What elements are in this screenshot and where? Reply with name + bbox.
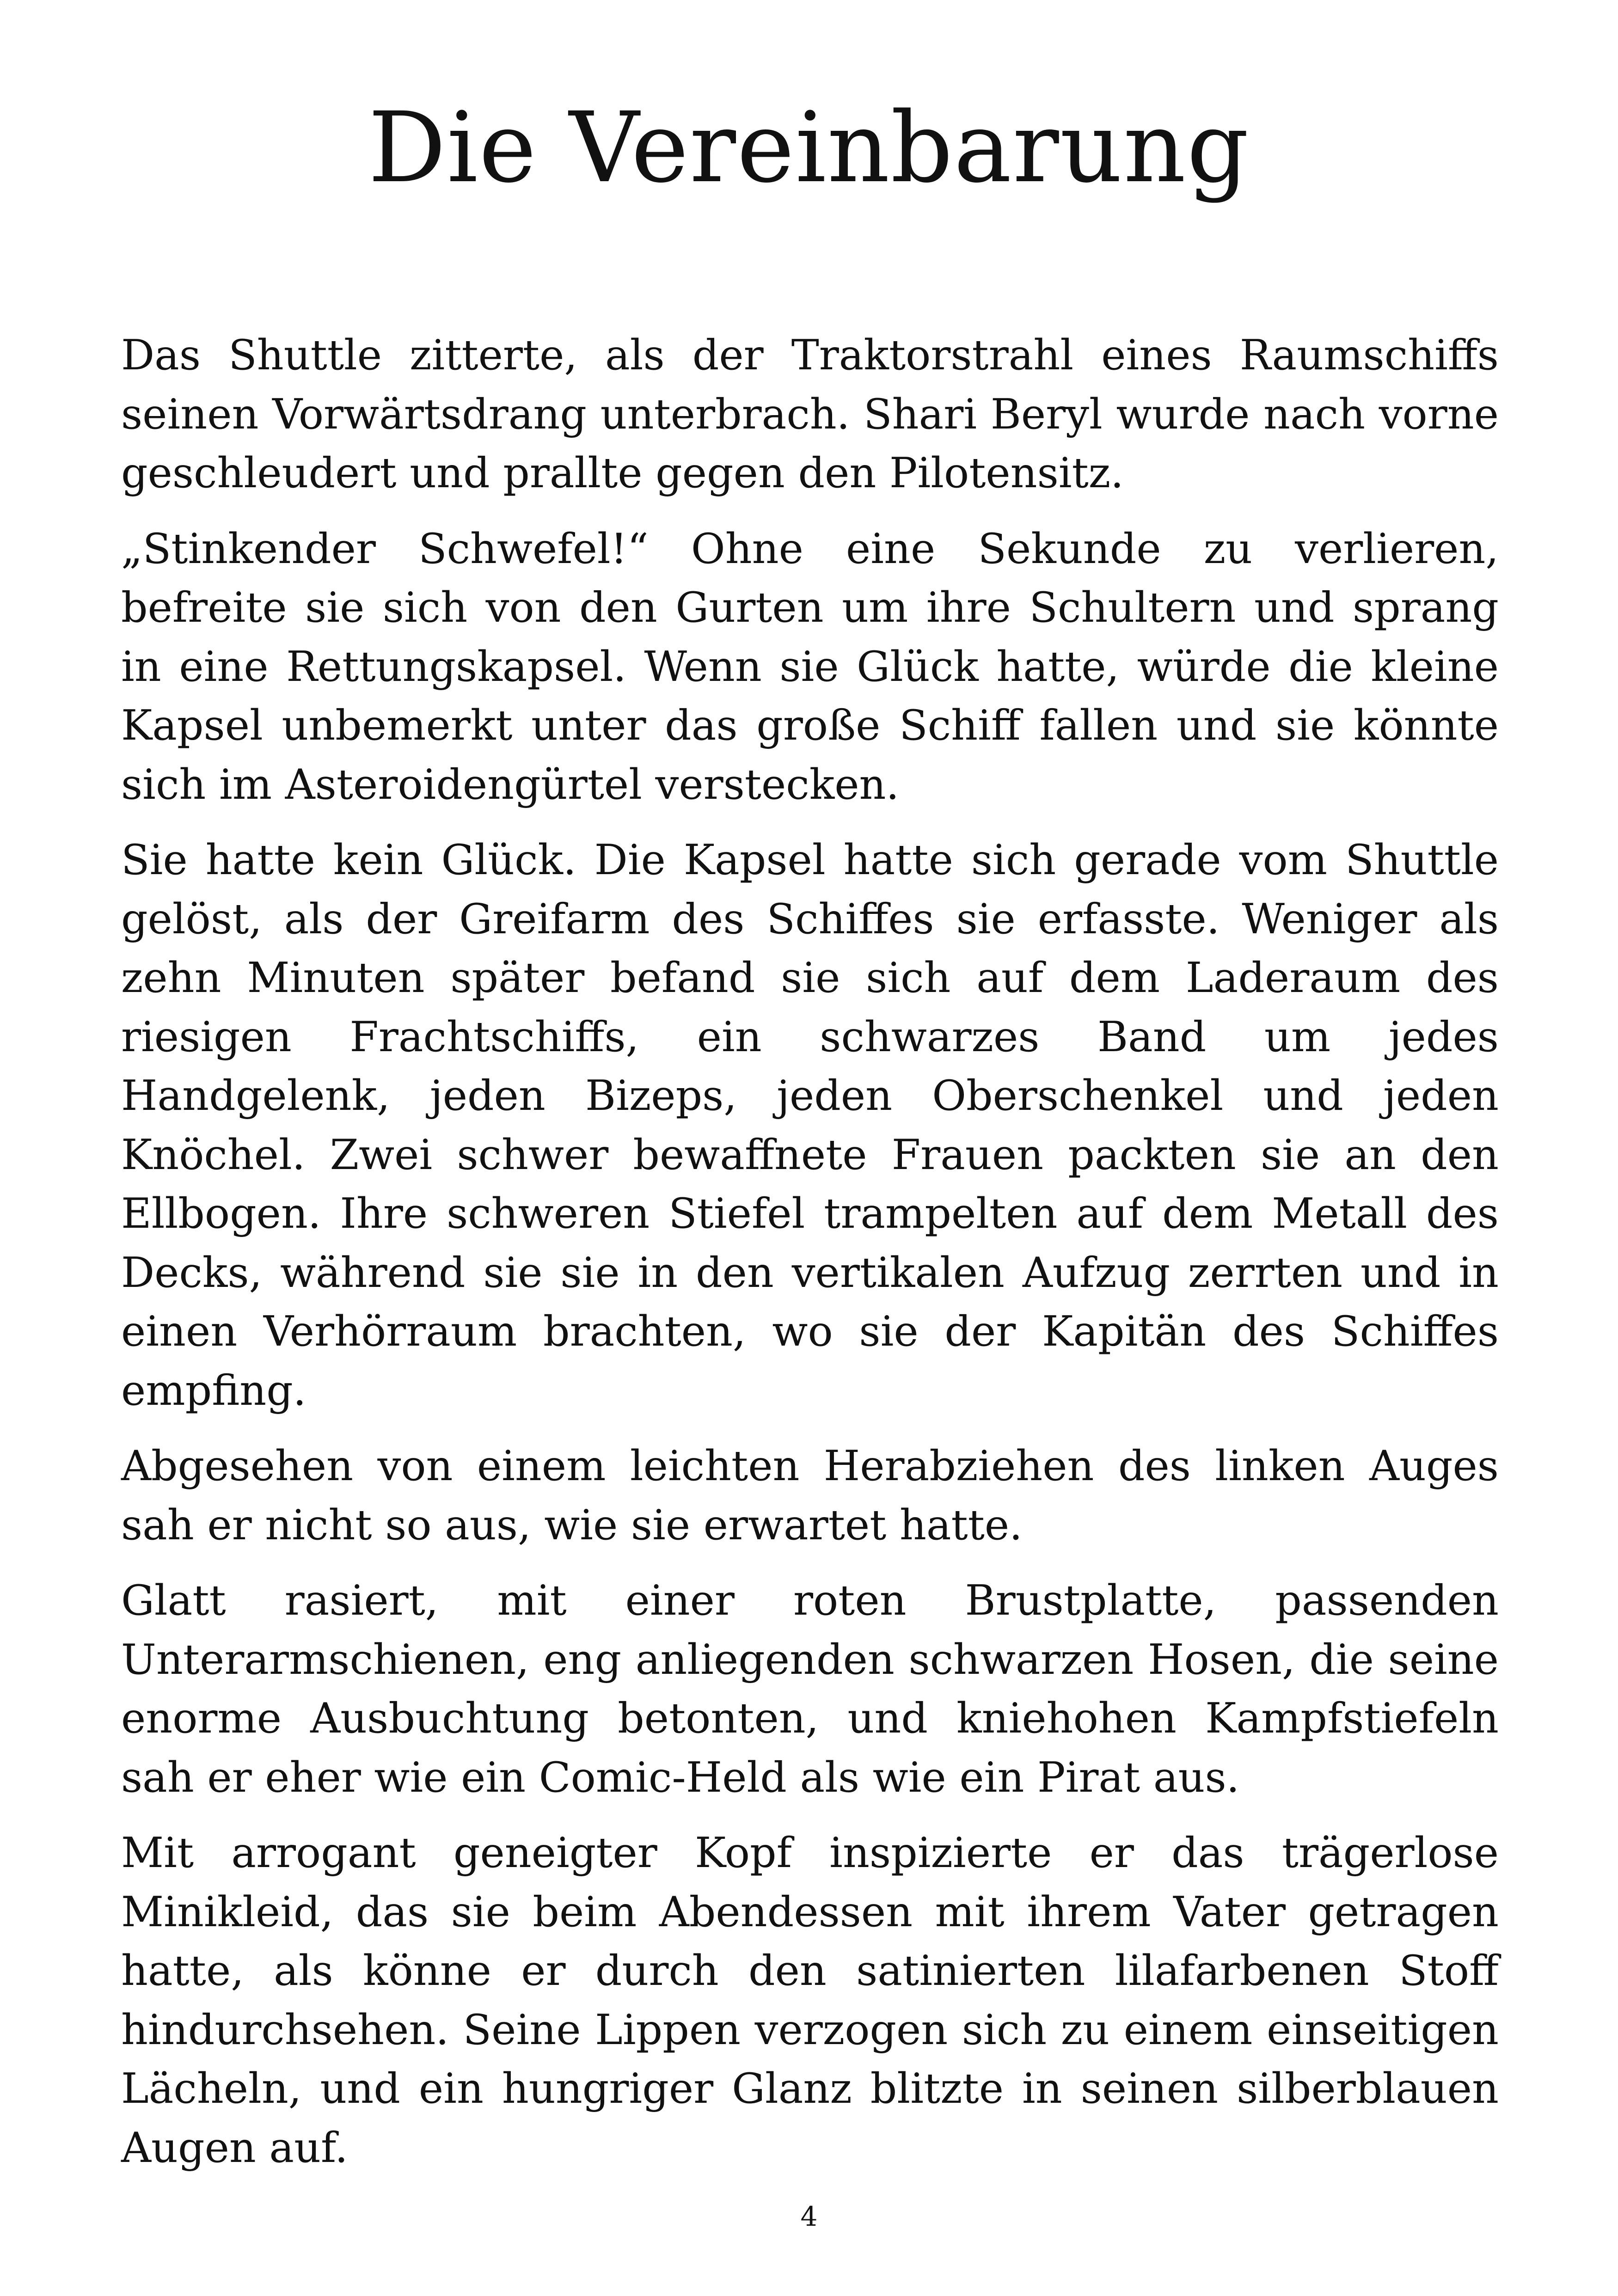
paragraph-2: „Stinkender Schwefel!“ Ohne eine Sekunde zu verlieren, befreite sie sich von den Gurten um ihre Schultern und sprang in eine Rettungskapsel. Wenn sie Glück hatte, würde die kleine Kapsel unbemerkt unter das große Schiff fallen und sie könnte sich im Asteroidengürtel verstecken. [121,524,1499,809]
paragraph-3: Sie hatte kein Glück. Die Kapsel hatte sich gerade vom Shuttle gelöst, als der Greifarm des Schiffes sie erfasste. Weniger als zehn Minuten später befand sie sich auf dem Laderaum des riesigen Frachtschiffs, ein schwarzes Band um jedes Handgelenk, jeden Bizeps, jeden Oberschenkel und jeden Knöchel. Zwei schwer bewaffnete Frauen packten sie an den Ellbogen. Ihre schweren Stiefel trampelten auf dem Metall des Decks, während sie sie in den vertikalen Aufzug zerrten und in einen Verhörraum brachten, wo sie der Kapitän des Schiffes empfing. [121,836,1499,1415]
chapter-body [121,326,1499,2194]
paragraph-5: Glatt rasiert, mit einer roten Brustplatte, passenden Unterarmschienen, eng anliegenden schwarzen Hosen, die seine enorme Ausbuchtung betonten, und kniehohen Kampfstiefeln sah er eher wie ein Comic-Held als wie ein Pirat aus. [121,1576,1499,1802]
paragraph-1: Das Shuttle zitterte, als der Traktorstrahl eines Raumschiffs seinen Vorwärtsdrang unterbrach. Shari Beryl wurde nach vorne geschleudert und prallte gegen den Pilotensitz. [121,331,1499,497]
page-number: 4 [800,2201,818,2232]
chapter-title: Die Vereinbarung [368,91,1250,204]
paragraph-6: Mit arrogant geneigter Kopf inspizierte er das trägerlose Minikleid, das sie beim Abendessen mit ihrem Vater getragen hatte, als könne er durch den satinierten lilafarbenen Stoff hindurchsehen. Seine Lippen verzogen sich zu einem einseitigen Lächeln, und ein hungriger Glanz blitzte in seinen silberblauen Augen auf. [121,1829,1499,2172]
paragraph-4: Abgesehen von einem leichten Herabziehen des linken Auges sah er nicht so aus, wie sie erwartet hatte. [121,1442,1499,1549]
